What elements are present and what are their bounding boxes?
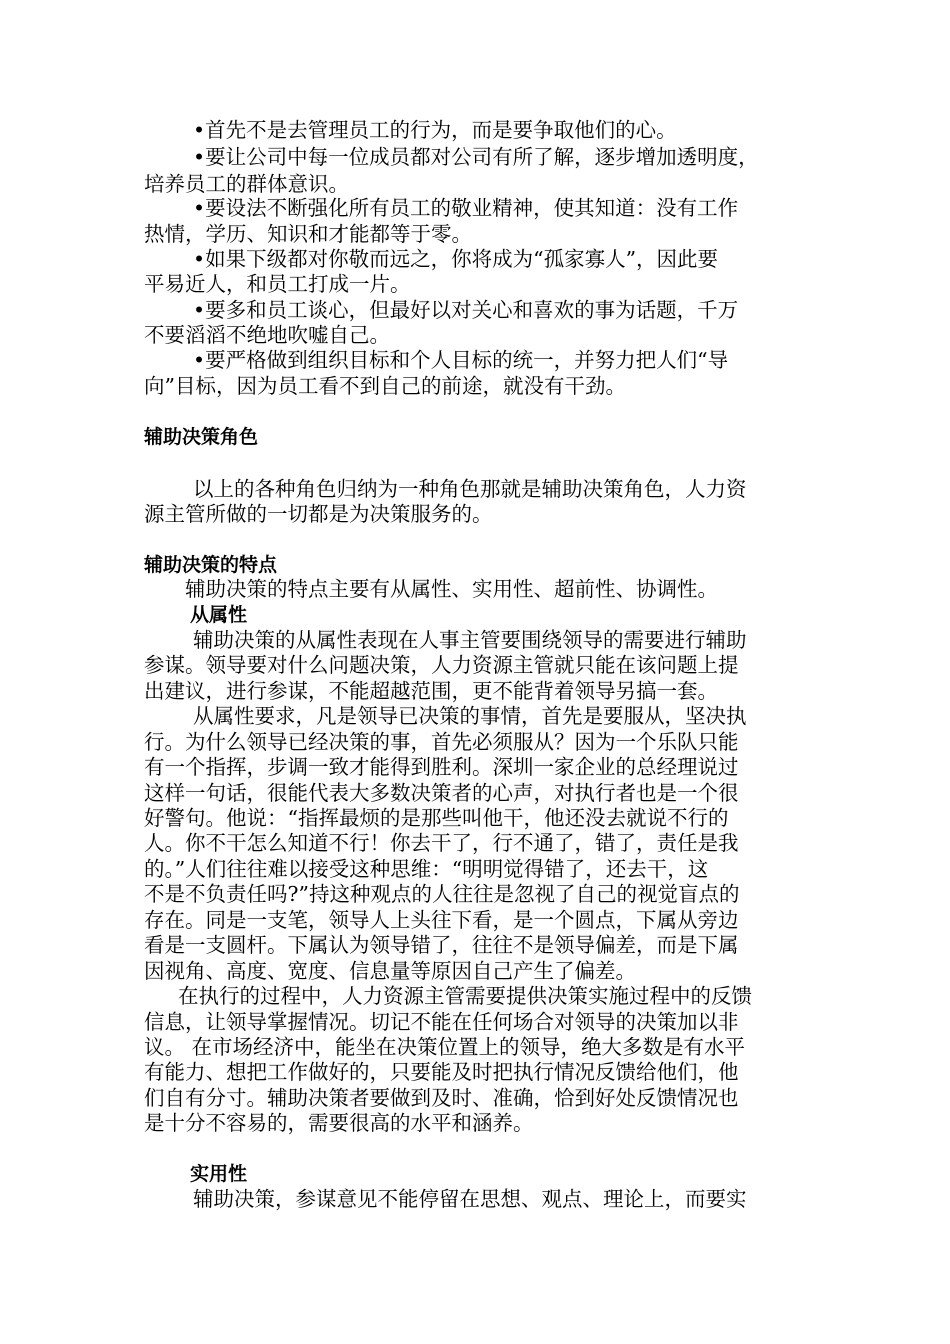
paragraph-line: 们自有分寸。辅助决策者要做到及时、准确，恰到好处反馈情况也 <box>144 1086 739 1110</box>
bullet-line: •要让公司中每一位成员都对公司有所了解，逐步增加透明度， <box>193 145 759 169</box>
paragraph-line: 这样一句话，很能代表大多数决策者的心声，对执行者也是一个很 <box>144 781 739 805</box>
subsection-heading: 实用性 <box>190 1163 248 1185</box>
bullet-line: •首先不是去管理员工的行为，而是要争取他们的心。 <box>193 118 677 142</box>
paragraph-line: 不要滔滔不绝地吹嘘自己。 <box>144 323 390 347</box>
paragraph-line: 有一个指挥，步调一致才能得到胜利。深圳一家企业的总经理说过 <box>144 755 739 779</box>
bullet-line: •要多和员工谈心，但最好以对关心和喜欢的事为话题，千万 <box>193 298 739 322</box>
paragraph-line: 从属性要求，凡是领导已决策的事情，首先是要服从，坚决执 <box>193 704 747 728</box>
paragraph-line: 源主管所做的一切都是为决策服务的。 <box>144 502 493 526</box>
subsection-heading: 从属性 <box>190 604 248 626</box>
paragraph-line: 看是一支圆杆。下属认为领导错了，往往不是领导偏差，而是下属 <box>144 933 739 957</box>
paragraph-line: 参谋。领导要对什么问题决策，人力资源主管就只能在该问题上提 <box>144 653 739 677</box>
paragraph-line: 信息，让领导掌握情况。切记不能在任何场合对领导的决策加以非 <box>144 1010 739 1034</box>
paragraph-line: 不是不负责任吗?”持这种观点的人往往是忽视了自己的视觉盲点的 <box>144 882 740 906</box>
paragraph-line: 在执行的过程中，人力资源主管需要提供决策实施过程中的反馈 <box>178 984 752 1008</box>
paragraph-line: 因视角、高度、宽度、信息量等原因自己产生了偏差。 <box>144 959 636 983</box>
paragraph-line: 辅助决策的特点主要有从属性、实用性、超前性、协调性。 <box>185 577 718 601</box>
paragraph-line: 出建议，进行参谋，不能超越范围，更不能背着领导另搞一套。 <box>144 679 718 703</box>
paragraph-line: 平易近人，和员工打成一片。 <box>144 272 411 296</box>
paragraph-line: 有能力、想把工作做好的，只要能及时把执行情况反馈给他们，他 <box>144 1060 739 1084</box>
bullet-line: •要设法不断强化所有员工的敬业精神，使其知道：没有工作 <box>193 196 739 220</box>
paragraph-line: 议。 在市场经济中，能坐在决策位置上的领导，绝大多数是有水平 <box>144 1035 746 1059</box>
bullet-line: •要严格做到组织目标和个人目标的统一，并努力把人们“导 <box>193 348 729 372</box>
section-heading: 辅助决策的特点 <box>144 554 278 576</box>
bullet-line: •如果下级都对你敬而远之，你将成为“孤家寡人”，因此要 <box>193 247 719 271</box>
paragraph-line: 向”目标，因为员工看不到自己的前途，就没有干劲。 <box>144 374 626 398</box>
paragraph-line: 的。”人们往往难以接受这种思维：“明明觉得错了，还去干，这 <box>144 857 709 881</box>
section-heading: 辅助决策角色 <box>144 426 259 448</box>
paragraph-line: 热情，学历、知识和才能都等于零。 <box>144 222 472 246</box>
paragraph-line: 人。你不干怎么知道不行！你去干了，行不通了，错了，责任是我 <box>144 831 739 855</box>
paragraph-line: 以上的各种角色归纳为一种角色那就是辅助决策角色，人力资 <box>193 477 747 501</box>
paragraph-line: 培养员工的群体意识。 <box>144 172 349 196</box>
paragraph-line: 是十分不容易的，需要很高的水平和涵养。 <box>144 1111 534 1135</box>
paragraph-line: 辅助决策的从属性表现在人事主管要围绕领导的需要进行辅助 <box>193 628 747 652</box>
paragraph-line: 行。为什么领导已经决策的事，首先必须服从？因为一个乐队只能 <box>144 730 739 754</box>
paragraph-line: 存在。同是一支笔，领导人上头往下看，是一个圆点，下属从旁边 <box>144 908 739 932</box>
paragraph-line: 好警句。他说：“指挥最烦的是那些叫他干，他还没去就说不行的 <box>144 806 729 830</box>
paragraph-line: 辅助决策，参谋意见不能停留在思想、观点、理论上，而要实 <box>193 1187 747 1211</box>
